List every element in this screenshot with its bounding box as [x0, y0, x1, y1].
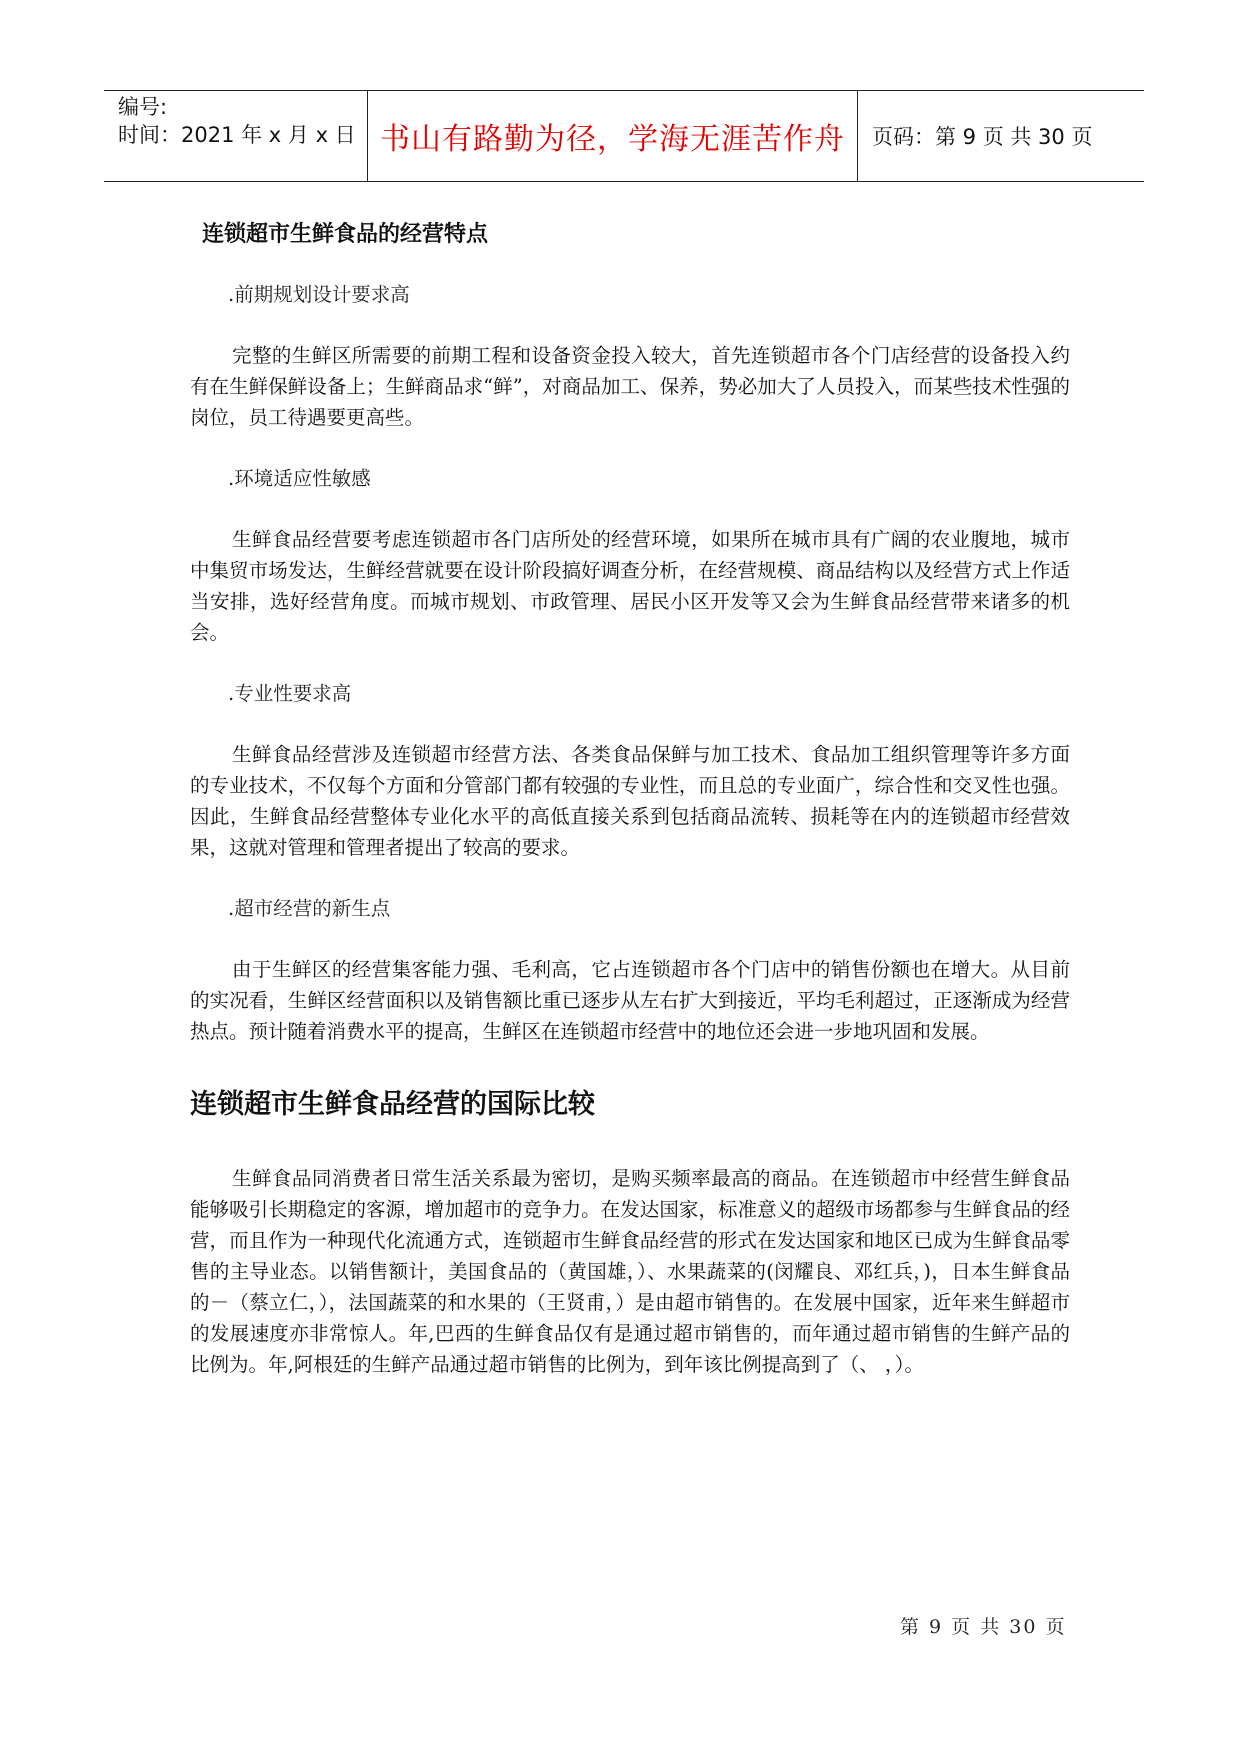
paragraph: 完整的生鲜区所需要的前期工程和设备资金投入较大，首先连锁超市各个门店经营的设备投入约有在生鲜保鲜设备上；生鲜商品求“鲜”，对商品加工、保养，势必加大了人员投入，而某些技术性强的岗位，员工待遇要更高些。: [190, 344, 1070, 429]
document-time-label: 时间：2021 年 x 月 x 日: [118, 123, 356, 147]
subsection-heading: .专业性要求高: [228, 682, 352, 705]
page-header: [104, 90, 1144, 182]
header-page-label: 页码：第 9 页 共 30 页: [872, 125, 1093, 149]
document-body: [190, 220, 1070, 1380]
paragraph: 由于生鲜区的经营集客能力强、毛利高，它占连锁超市各个门店中的销售份额也在增大。从目前的实况看，生鲜区经营面积以及销售额比重已逐步从左右扩大到接近，平均毛利超过，正逐渐成为经营热点。预计随着消费水平的提高，生鲜区在连锁超市经营中的地位还会进一步地巩固和发展。: [190, 958, 1070, 1043]
subsection-heading: .超市经营的新生点: [228, 897, 391, 920]
paragraph: 生鲜食品经营要考虑连锁超市各门店所处的经营环境，如果所在城市具有广阔的农业腹地，城市中集贸市场发达，生鲜经营就要在设计阶段搞好调查分析，在经营规模、商品结构以及经营方式上作适当安排，选好经营角度。而城市规划、市政管理、居民小区开发等又会为生鲜食品经营带来诸多的机会。: [190, 528, 1070, 644]
header-left-cell: [104, 91, 368, 181]
subsection-heading: .前期规划设计要求高: [228, 283, 410, 306]
header-motto: 书山有路勤为径，学海无涯苦作舟: [368, 91, 858, 181]
page-footer: 第 9 页 共 30 页: [900, 1616, 1067, 1638]
section2-title: 连锁超市生鲜食品经营的国际比较: [190, 1089, 595, 1120]
section1-title: 连锁超市生鲜食品的经营特点: [202, 222, 489, 247]
subsection-heading: .环境适应性敏感: [228, 467, 371, 490]
paragraph: 生鲜食品同消费者日常生活关系最为密切，是购买频率最高的商品。在连锁超市中经营生鲜食品能够吸引长期稳定的客源，增加超市的竞争力。在发达国家，标准意义的超级市场都参与生鲜食品的经营，而且作为一种现代化流通方式，连锁超市生鲜食品经营的形式在发达国家和地区已成为生鲜食品零售的主导业态。以销售额计，美国食品的（黄国雄，）、水果蔬菜的(闵耀良、邓红兵，)，日本生鲜食品的－（蔡立仁，），法国蔬菜的和水果的（王贤甫，）是由超市销售的。在发展中国家，近年来生鲜超市的发展速度亦非常惊人。年,巴西的生鲜食品仅有是通过超市销售的，而年通过超市销售的生鲜产品的比例为。年,阿根廷的生鲜产品通过超市销售的比例为，到年该比例提高到了（、 ，）。: [190, 1167, 1070, 1376]
document-number-label: 编号:: [118, 95, 168, 119]
paragraph: 生鲜食品经营涉及连锁超市经营方法、各类食品保鲜与加工技术、食品加工组织管理等许多方面的专业技术，不仅每个方面和分管部门都有较强的专业性，而且总的专业面广，综合性和交叉性也强。因此，生鲜食品经营整体专业化水平的高低直接关系到包括商品流转、损耗等在内的连锁超市经营效果，这就对管理和管理者提出了较高的要求。: [190, 743, 1070, 859]
